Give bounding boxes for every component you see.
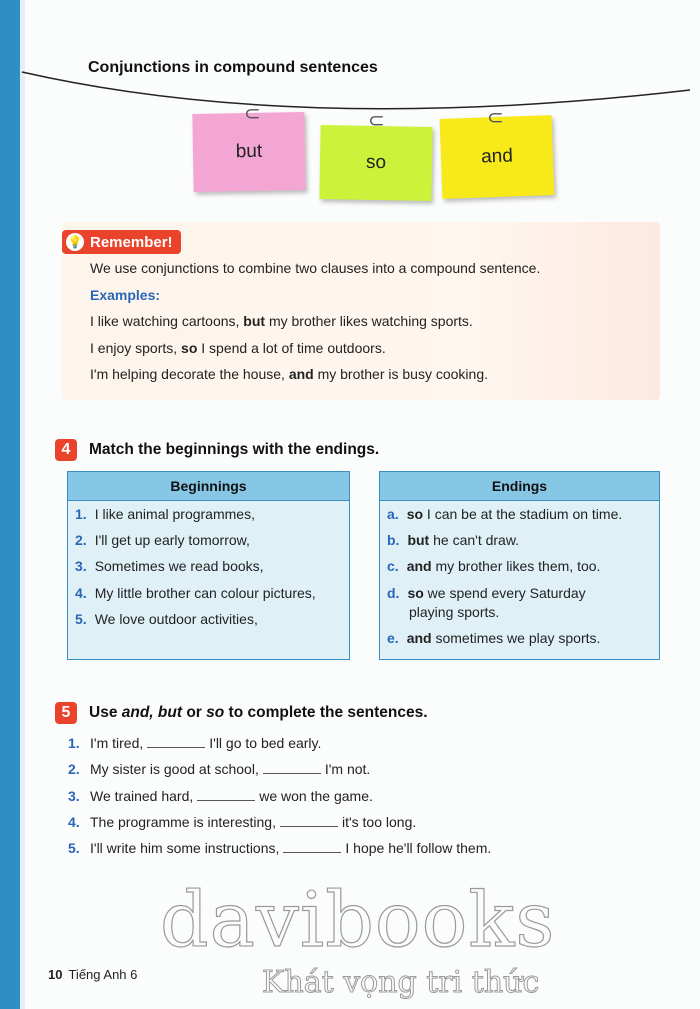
- paperclip-icon: ⊂: [244, 103, 261, 125]
- exercise-4-number: 4: [55, 439, 77, 461]
- page-spine-edge: [20, 0, 25, 1009]
- exercise-sentence: 1. I'm tired, I'll go to bed early.: [68, 735, 322, 751]
- list-item: 1. I like animal programmes,: [75, 506, 255, 522]
- list-item: b. but he can't draw.: [387, 532, 520, 548]
- watermark-tagline: Khát vọng tri thức: [262, 965, 540, 1000]
- list-item: 2. I'll get up early tomorrow,: [75, 532, 250, 548]
- paperclip-icon: ⊂: [487, 107, 504, 129]
- remember-intro: We use conjunctions to combine two clauses into a compound sentence.: [90, 260, 541, 276]
- list-item: c. and my brother likes them, too.: [387, 558, 601, 574]
- answer-blank[interactable]: [147, 735, 205, 748]
- exercise-sentence: 4. The programme is interesting, it's too long.: [68, 814, 417, 830]
- exercise-4-title: Match the beginnings with the endings.: [89, 441, 380, 458]
- note-and: and: [440, 115, 555, 199]
- list-item: d. so we spend every Saturday: [387, 585, 586, 601]
- example-sentence: I enjoy sports, so I spend a lot of time outdoors.: [90, 340, 386, 356]
- answer-blank[interactable]: [263, 761, 321, 774]
- example-sentence: I like watching cartoons, but my brother likes watching sports.: [90, 313, 473, 329]
- list-item: a. so I can be at the stadium on time.: [387, 506, 623, 522]
- answer-blank[interactable]: [197, 788, 255, 801]
- beginnings-header: Beginnings: [68, 472, 349, 501]
- answer-blank[interactable]: [283, 840, 341, 853]
- page-spine: [0, 0, 20, 1009]
- list-item: 3. Sometimes we read books,: [75, 558, 264, 574]
- hanging-string: [0, 0, 700, 140]
- note-but: but: [192, 112, 305, 192]
- page-footer: 10 Tiếng Anh 6: [48, 967, 138, 982]
- section-title: Conjunctions in compound sentences: [88, 59, 378, 76]
- list-item: 4. My little brother can colour pictures,: [75, 585, 316, 601]
- exercise-5-number: 5: [55, 702, 77, 724]
- remember-badge: 💡 Remember!: [62, 230, 181, 254]
- example-sentence: I'm helping decorate the house, and my brother is busy cooking.: [90, 366, 488, 382]
- lightbulb-icon: 💡: [67, 235, 83, 249]
- exercise-sentence: 2. My sister is good at school, I'm not.: [68, 761, 371, 777]
- exercise-sentence: 3. We trained hard, we won the game.: [68, 788, 373, 804]
- examples-label: Examples:: [90, 287, 161, 303]
- watermark-brand: davibooks: [160, 875, 556, 964]
- exercise-5-title: Use and, but or so to complete the sentences.: [89, 704, 428, 721]
- paperclip-icon: ⊂: [368, 110, 385, 132]
- note-so: so: [319, 125, 432, 201]
- answer-blank[interactable]: [280, 814, 338, 827]
- list-item: e. and sometimes we play sports.: [387, 630, 601, 646]
- endings-header: Endings: [380, 472, 659, 501]
- list-item: 5. We love outdoor activities,: [75, 611, 258, 627]
- exercise-sentence: 5. I'll write him some instructions, I hope he'll follow them.: [68, 840, 492, 856]
- list-item-continuation: playing sports.: [409, 604, 500, 620]
